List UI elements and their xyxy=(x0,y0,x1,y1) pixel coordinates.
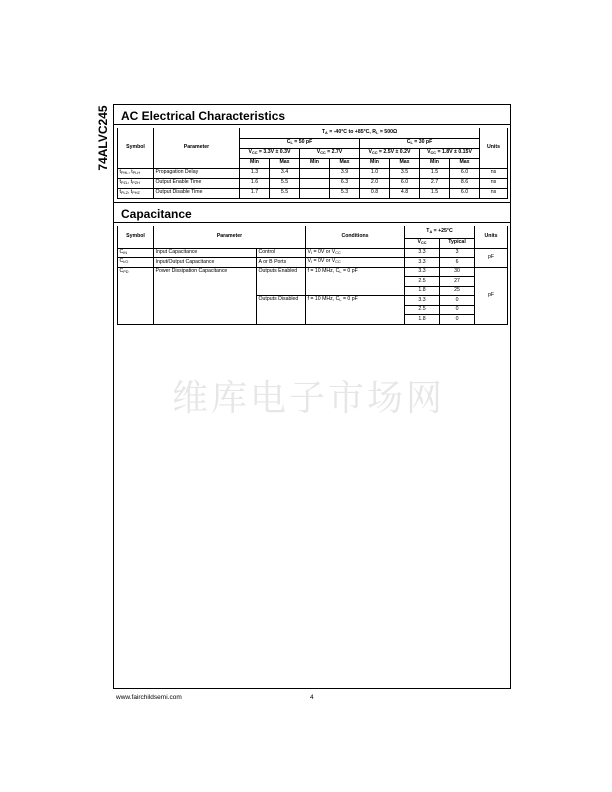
ac-cell: 6.3 xyxy=(330,178,360,188)
ac-cell: 8.6 xyxy=(450,178,480,188)
ac-header-vcc-3v3: $V_{CC} = 3.3V \pm 0.3V$ xyxy=(240,148,300,158)
ac-cell: 0.8 xyxy=(360,188,390,198)
ac-cell: 5.5 xyxy=(270,178,300,188)
cap-cpd-vcc: 2.5 xyxy=(405,277,440,287)
ac-cell: 2.7 xyxy=(420,178,450,188)
cap-cin-vcc: 3.3 xyxy=(405,248,440,258)
cap-cpd-typ: 25 xyxy=(440,286,475,296)
table-row xyxy=(118,168,508,178)
cap-cio-typ: 6 xyxy=(440,258,475,268)
cap-cpd-vcc: 1.8 xyxy=(405,286,440,296)
cap-cpd-typ: 27 xyxy=(440,277,475,287)
ac-row-units: ns xyxy=(480,188,508,198)
ac-header-vcc-2v5: $V_{CC} = 2.5V \pm 0.2V$ xyxy=(360,148,420,158)
cap-cpd-symbol: $C_{PD}$ xyxy=(118,267,154,324)
ac-header-min: Min xyxy=(300,158,330,168)
capacitance-section-title: Capacitance xyxy=(121,207,192,221)
capacitance-top-rule xyxy=(113,202,511,203)
cap-header-typical: Typical xyxy=(440,238,475,248)
capacitance-table xyxy=(117,226,508,325)
ac-cell: 1.5 xyxy=(420,188,450,198)
ac-header-min: Min xyxy=(240,158,270,168)
table-row xyxy=(118,248,508,258)
cap-cio-symbol: $C_{I/O}$ xyxy=(118,258,154,268)
cap-cin-symbol: $C_{IN}$ xyxy=(118,248,154,258)
ac-header-vcc-2v7: $V_{CC} = 2.7V$ xyxy=(300,148,360,158)
ac-row-units: ns xyxy=(480,178,508,188)
ac-cell: 2.0 xyxy=(360,178,390,188)
cap-cin-parameter: Input Capacitance xyxy=(154,248,257,258)
watermark: 维库电子市场网 xyxy=(172,378,446,419)
ac-header-conditions: $T_A = -40^\circ C$ to +85°C, $R_L = 500\Omega$ xyxy=(240,128,480,138)
ac-cell xyxy=(300,188,330,198)
cap-cpd-disabled: Outputs Disabled xyxy=(257,296,306,325)
table-row xyxy=(118,188,508,198)
part-number-side-title: 74ALVC245 xyxy=(96,105,110,171)
cap-cpd-vcc: 1.8 xyxy=(405,315,440,325)
cap-cpd-typ: 0 xyxy=(440,305,475,315)
ac-cell: 1.0 xyxy=(360,168,390,178)
ac-row-units: ns xyxy=(480,168,508,178)
ac-section-title: AC Electrical Characteristics xyxy=(121,109,286,123)
ac-cell xyxy=(300,178,330,188)
ac-header-max: Max xyxy=(390,158,420,168)
ac-characteristics-table xyxy=(117,128,508,199)
cap-cio-condition: $V_I = 0V$ or $V_{CC}$ xyxy=(306,258,405,268)
cap-cin-condition: $V_I = 0V$ or $V_{CC}$ xyxy=(306,248,405,258)
cap-cpd-disabled-condition: f = 10 MHz, $C_L = 0$ pF xyxy=(306,296,405,325)
ac-cell: 6.0 xyxy=(450,188,480,198)
ac-cell: 1.3 xyxy=(240,168,270,178)
ac-row-symbol: $t_{PZL}$, $t_{PZH}$ xyxy=(118,178,154,188)
cap-units-pf: pF xyxy=(475,248,508,267)
cap-cpd-typ: 0 xyxy=(440,296,475,306)
ac-cell: 3.9 xyxy=(330,168,360,178)
table-row xyxy=(118,267,508,277)
ac-row-symbol: $t_{PLZ}$, $t_{PHZ}$ xyxy=(118,188,154,198)
cap-cpd-typ: 0 xyxy=(440,315,475,325)
cap-cpd-enabled: Outputs Enabled xyxy=(257,267,306,296)
ac-header-parameter: Parameter xyxy=(154,128,240,168)
cap-header-conditions: Conditions xyxy=(306,226,405,248)
cap-cpd-vcc: 3.3 xyxy=(405,267,440,277)
ac-header-symbol: Symbol xyxy=(118,128,154,168)
ac-header-vcc-1v8: $V_{CC} = 1.8V \pm 0.15V$ xyxy=(420,148,480,158)
cap-header-parameter: Parameter xyxy=(154,226,306,248)
capacitance-title-rule xyxy=(113,222,511,223)
ac-header-max: Max xyxy=(330,158,360,168)
ac-title-rule xyxy=(113,124,511,125)
ac-cell: 3.5 xyxy=(390,168,420,178)
cap-cio-vcc: 3.3 xyxy=(405,258,440,268)
cap-cio-port: A or B Ports xyxy=(257,258,306,268)
cap-cpd-parameter: Power Dissipation Capacitance xyxy=(154,267,257,324)
cap-cpd-vcc: 3.3 xyxy=(405,296,440,306)
cap-header-vcc: $V_{CC}$ xyxy=(405,238,440,248)
ac-cell: 4.8 xyxy=(390,188,420,198)
ac-header-cl30: $C_L = 30$ pF xyxy=(360,138,480,148)
ac-header-max: Max xyxy=(270,158,300,168)
ac-row-parameter: Propagation Delay xyxy=(154,168,240,178)
cap-cpd-vcc: 2.5 xyxy=(405,305,440,315)
ac-row-parameter: Output Enable Time xyxy=(154,178,240,188)
ac-cell: 1.7 xyxy=(240,188,270,198)
ac-header-units: Units xyxy=(480,128,508,168)
cap-header-symbol: Symbol xyxy=(118,226,154,248)
table-row xyxy=(118,178,508,188)
cap-header-units: Units xyxy=(475,226,508,248)
ac-cell xyxy=(300,168,330,178)
ac-cell: 3.4 xyxy=(270,168,300,178)
cap-header-ta: $T_A = +25^\circ C$ xyxy=(405,226,475,238)
cap-cin-port: Control xyxy=(257,248,306,258)
ac-header-min: Min xyxy=(360,158,390,168)
ac-cell: 6.0 xyxy=(390,178,420,188)
footer-page-number: 4 xyxy=(310,694,314,701)
ac-header-min: Min xyxy=(420,158,450,168)
ac-cell: 1.5 xyxy=(420,168,450,178)
cap-units-pf: pF xyxy=(475,267,508,324)
cap-cin-typ: 3 xyxy=(440,248,475,258)
cap-cio-parameter: Input/Output Capacitance xyxy=(154,258,257,268)
ac-cell: 5.3 xyxy=(330,188,360,198)
ac-row-parameter: Output Disable Time xyxy=(154,188,240,198)
ac-header-max: Max xyxy=(450,158,480,168)
ac-cell: 5.5 xyxy=(270,188,300,198)
cap-cpd-typ: 30 xyxy=(440,267,475,277)
ac-cell: 1.6 xyxy=(240,178,270,188)
ac-header-cl50: $C_L = 50$ pF xyxy=(240,138,360,148)
cap-cpd-enabled-condition: f = 10 MHz, $C_L = 0$ pF xyxy=(306,267,405,296)
ac-row-symbol: $t_{PHL}$, $t_{PLH}$ xyxy=(118,168,154,178)
ac-cell: 6.0 xyxy=(450,168,480,178)
table-row xyxy=(118,258,508,268)
footer-url: www.fairchildsemi.com xyxy=(116,694,182,701)
